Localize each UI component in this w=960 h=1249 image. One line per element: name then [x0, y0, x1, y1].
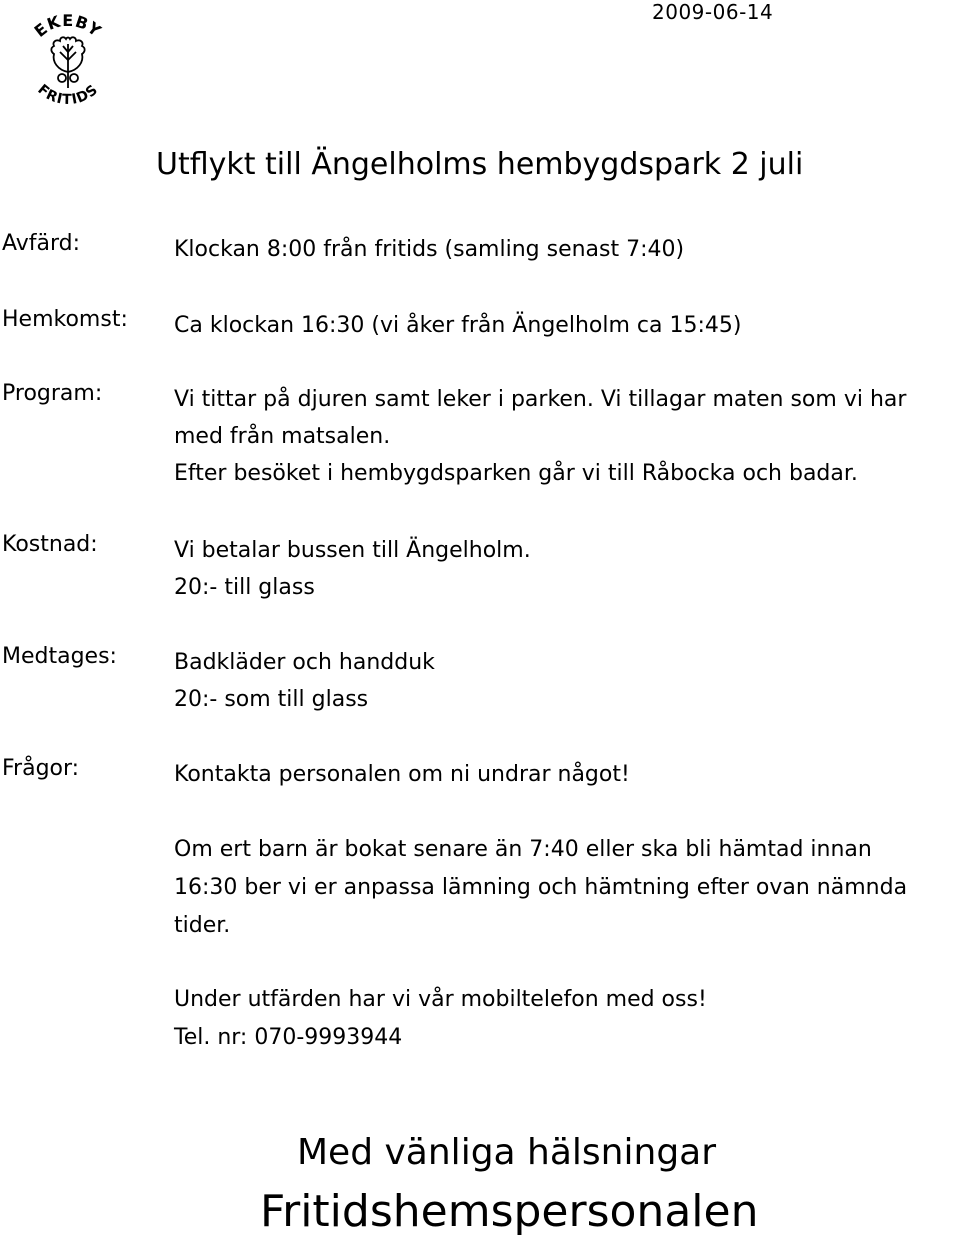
detail-line: 20:- som till glass: [174, 687, 369, 712]
detail-line: Vi betalar bussen till Ängelholm.: [174, 538, 531, 563]
contact-line: Under utfärden har vi vår mobiltelefon med oss!: [174, 987, 707, 1012]
detail-line: Kontakta personalen om ni undrar något!: [174, 762, 630, 787]
detail-label: Program:: [2, 381, 103, 406]
detail-value: [174, 532, 531, 606]
notice-line: 16:30 ber vi er anpassa lämning och hämtning efter ovan nämnda: [174, 875, 908, 900]
detail-line: Ca klockan 16:30 (vi åker från Ängelholm ca 15:45): [174, 313, 742, 338]
phone-number: Tel. nr: 070-9993944: [174, 1025, 403, 1050]
detail-line: Klockan 8:00 från fritids (samling senast 7:40): [174, 237, 685, 262]
detail-line: med från matsalen.: [174, 424, 391, 449]
detail-line: 20:- till glass: [174, 575, 315, 600]
detail-label: Medtages:: [2, 644, 117, 669]
oak-leaf-icon: [51, 37, 84, 88]
logo-text-top: EKEBY: [30, 12, 106, 41]
detail-value: [174, 756, 630, 793]
detail-value: [174, 381, 906, 492]
contact-info: [174, 981, 707, 1057]
detail-line: Vi tittar på djuren samt leker i parken. Vi tillagar maten som vi har: [174, 387, 907, 412]
detail-label: Frågor:: [2, 756, 80, 781]
signature-name: Fritidshemspersonalen: [260, 1186, 759, 1237]
detail-line: Efter besöket i hembygdsparken går vi till Råbocka och badar.: [174, 461, 858, 486]
logo-text-bottom: FRITIDS: [34, 81, 102, 109]
notice-line: tider.: [174, 913, 231, 938]
detail-value: [174, 231, 684, 268]
detail-label: Hemkomst:: [2, 307, 128, 332]
detail-label: Avfärd:: [2, 231, 81, 256]
detail-line: Badkläder och handduk: [174, 650, 435, 675]
detail-value: [174, 644, 435, 718]
page-title: Utflykt till Ängelholms hembygdspark 2 juli: [156, 147, 804, 182]
ekeby-fritids-logo: [18, 12, 118, 112]
notice-line: Om ert barn är bokat senare än 7:40 eller ska bli hämtad innan: [174, 837, 872, 862]
svg-text:EKEBY: [31, 12, 106, 41]
pickup-notice: [174, 831, 907, 945]
detail-value: [174, 307, 741, 344]
closing-greeting: Med vänliga hälsningar: [297, 1132, 717, 1173]
document-date: 2009-06-14: [652, 0, 774, 24]
detail-label: Kostnad:: [2, 532, 98, 557]
